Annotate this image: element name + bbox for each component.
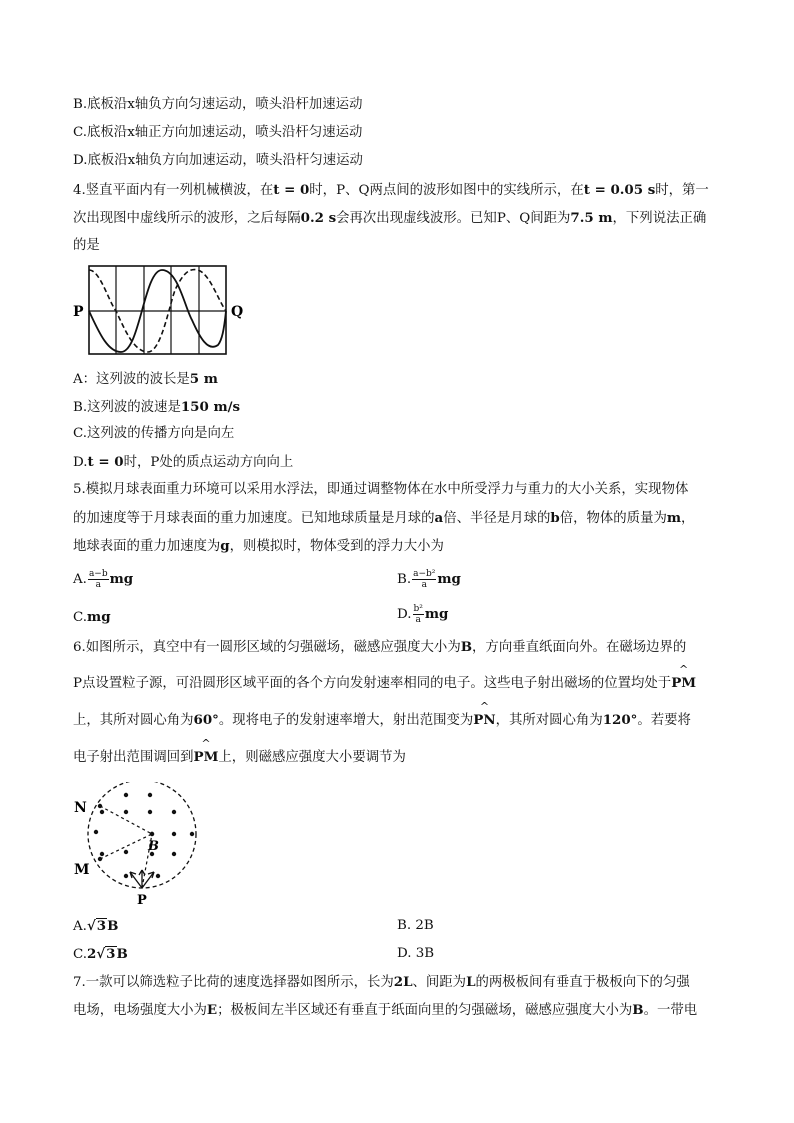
- label-p: P: [73, 304, 84, 320]
- q7-stem-line2: 电场，电场强度大小为E；极板间左半区域还有垂直于纸面向里的匀强磁场，磁感应强度大小为B。一带电: [73, 1002, 698, 1018]
- q5-option-b-fraction: $\frac{\text{a−b²}}{a}$: [413, 569, 436, 590]
- q5-option-d-fraction: $\frac{\text{b²}}{a}$: [413, 604, 423, 625]
- q6-option-d: D. 3B: [397, 946, 435, 961]
- q6-magnetic-field-figure: [68, 782, 203, 907]
- q5-option-a: A. $\frac{a-b}{a}$ mg: [73, 569, 134, 590]
- q6-stem-line3: 上，其所对圆心角为60°。现将电子的发射速率增大，射出范围变为 ^ PN，其所对圆心角为120°。若要将: [73, 700, 691, 728]
- q4-period: 0.2 s: [300, 210, 337, 226]
- q4-option-c: C.这列波的传播方向是向左: [73, 426, 235, 441]
- q3-option-d: D.底板沿x轴负方向加速运动，喷头沿杆匀速运动: [73, 153, 363, 168]
- arc-pn: ^ PN: [473, 700, 496, 728]
- label-q: Q: [231, 304, 244, 320]
- wave-frame: [89, 266, 226, 354]
- q4-stem-line1: 4.竖直平面内有一列机械横波，在t = 0时，P、Q两点间的波形如图中的实线所示，在t = 0.05 s时，第一: [73, 182, 709, 198]
- q5-option-d: D. $\frac{\text{b²}}{a}$ mg: [397, 604, 449, 625]
- q4-option-b: B.这列波的波速是150 m/s: [73, 399, 241, 415]
- field-dots: [94, 793, 194, 878]
- q4-stem-line3: 的是: [73, 238, 100, 253]
- q3-option-b: B.底板沿x轴负方向匀速运动，喷头沿杆加速运动: [73, 97, 363, 112]
- q6-stem-line1: 6.如图所示，真空中有一圆形区域的匀强磁场，磁感应强度大小为B，方向垂直纸面向外。在磁场边界的: [73, 639, 687, 655]
- radius-m: [100, 834, 152, 859]
- q4-t0: t = 0: [273, 182, 310, 198]
- label-m: M: [74, 862, 90, 878]
- q7-stem-line1: 7.一款可以筛选粒子比荷的速度选择器如图所示，长为2L、间距为L的两极板间有垂直于极板向下的匀强: [73, 974, 690, 990]
- label-n: N: [74, 800, 87, 816]
- q5-stem-line1: 5.模拟月球表面重力环境可以采用水浮法，即通过调整物体在水中所受浮力与重力的大小关系，实现物体: [73, 482, 689, 497]
- q5-stem-line2: 的加速度等于月球表面的重力加速度。已知地球质量是月球的a倍、半径是月球的b倍，物体的质量为m，: [73, 510, 695, 526]
- q6-stem-line2: P点设置粒子源，可沿圆形区域平面的各个方向发射速率相同的电子。这些电子射出磁场的位置均处于 ^ PM: [73, 663, 697, 691]
- q4-t1: t = 0.05 s: [583, 182, 656, 198]
- q4-option-d: D.t = 0时，P处的质点运动方向向上: [73, 454, 294, 470]
- q4-distance: 7.5 m: [570, 210, 613, 226]
- q3-option-c: C.底板沿x轴正方向加速运动，喷头沿杆匀速运动: [73, 125, 363, 140]
- arc-pm-2: ^ PM: [193, 737, 219, 765]
- q5-option-a-fraction: $\frac{a-b}{a}$: [88, 569, 108, 590]
- q4-option-a: A：这列波的波长是5 m: [73, 371, 218, 387]
- arc-pm: ^ PM: [671, 663, 697, 691]
- q6-option-a: A.√3B: [73, 918, 119, 934]
- emission-arrows: [130, 870, 154, 888]
- q5-option-c: C.mg: [73, 609, 111, 625]
- label-p: P: [137, 893, 147, 907]
- q6-option-b: B. 2B: [397, 918, 434, 933]
- q6-stem-line4: 电子射出范围调回到 ^ PM上，则磁感应强度大小要调节为: [73, 737, 406, 765]
- q6-option-c: C.2√3B: [73, 946, 128, 962]
- label-b: B: [148, 839, 159, 854]
- q4-wave-figure: [70, 260, 260, 360]
- q5-option-b: B. $\frac{\text{a−b²}}{a}$ mg: [397, 569, 461, 590]
- q4-stem-line2: 次出现图中虚线所示的波形，之后每隔0.2 s会再次出现虚线波形。已知P、Q间距为7.5 m，下列说法正确: [73, 210, 707, 226]
- q5-stem-line3: 地球表面的重力加速度为g，则模拟时，物体受到的浮力大小为: [73, 538, 444, 554]
